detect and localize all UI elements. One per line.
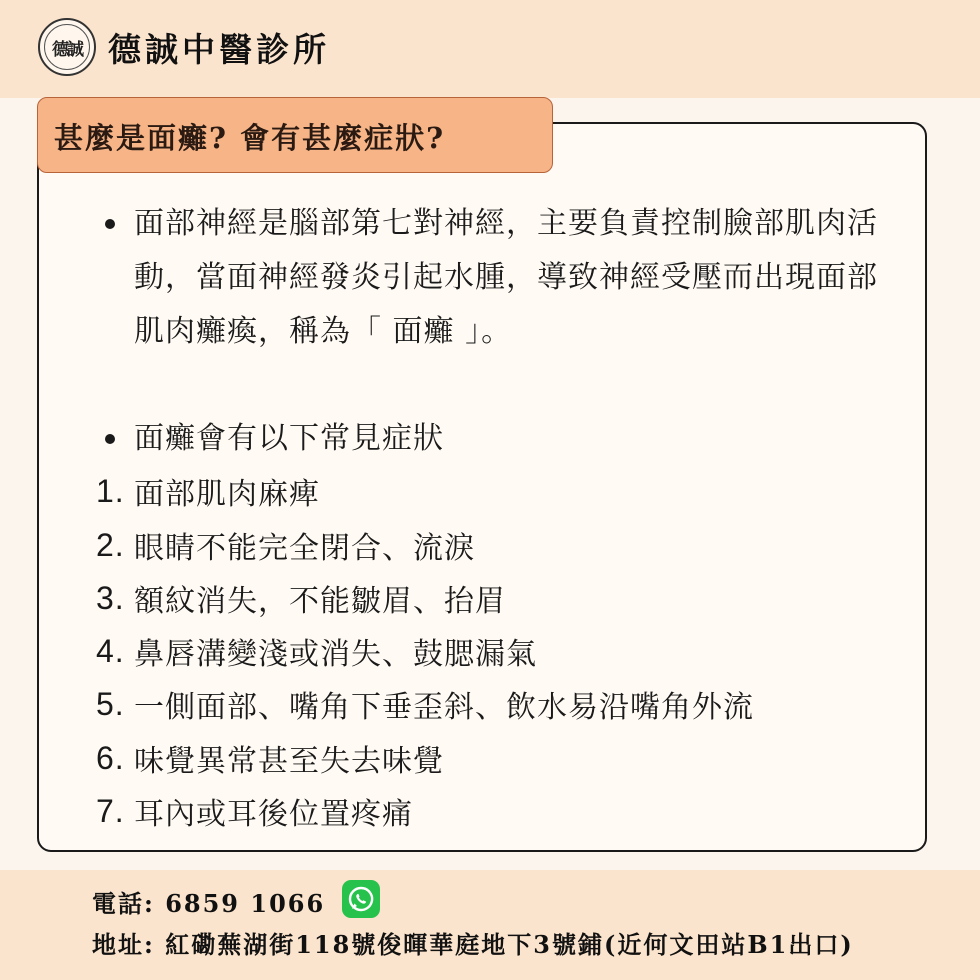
symptoms-heading: 面癱會有以下常見症狀 xyxy=(134,421,444,456)
list-item xyxy=(96,731,444,785)
list-text: 眼睛不能完全閉合、流淚 xyxy=(134,531,475,566)
header xyxy=(0,0,980,98)
logo-text: 德誠 xyxy=(52,39,82,60)
list-number: 3. xyxy=(96,579,125,616)
list-item xyxy=(96,677,754,731)
clinic-logo xyxy=(38,18,96,76)
list-text: 面部肌肉麻痺 xyxy=(134,477,320,512)
list-text: 鼻唇溝變淺或消失、鼓腮漏氣 xyxy=(134,637,537,672)
bullet-icon xyxy=(105,434,115,444)
list-item xyxy=(96,464,320,518)
whatsapp-icon[interactable] xyxy=(342,880,380,918)
list-number: 1. xyxy=(96,472,125,509)
list-number: 2. xyxy=(96,526,125,563)
address-line: 地址: 紅磡蕪湖街118號俊暉華庭地下3號鋪(近何文田站B1出口) xyxy=(92,930,854,959)
list-item xyxy=(96,784,413,838)
clinic-name: 德誠中醫診所 xyxy=(108,30,330,69)
list-number: 4. xyxy=(96,632,125,669)
page-title: 甚麼是面癱? 會有甚麼症狀? xyxy=(54,121,446,155)
list-number: 5. xyxy=(96,685,125,722)
list-number: 6. xyxy=(96,739,125,776)
list-number: 7. xyxy=(96,792,125,829)
intro-paragraph: 面部神經是腦部第七對神經，主要負責控制臉部肌肉活動，當面神經發炎引起水腫，導致神經受壓而出現面部肌肉癱瘓，稱為「 面癱 」。 xyxy=(134,206,878,349)
phone-line: 電話: 6859 1066 xyxy=(92,889,326,918)
list-text: 一側面部、嘴角下垂歪斜、飲水易沿嘴角外流 xyxy=(134,690,754,725)
bullet-icon xyxy=(105,219,115,229)
list-text: 耳內或耳後位置疼痛 xyxy=(134,797,413,832)
list-item xyxy=(96,571,506,625)
list-text: 味覺異常甚至失去味覺 xyxy=(134,744,444,779)
list-item xyxy=(96,518,475,572)
list-text: 額紋消失，不能皺眉、抬眉 xyxy=(134,584,506,619)
list-item xyxy=(96,624,537,678)
